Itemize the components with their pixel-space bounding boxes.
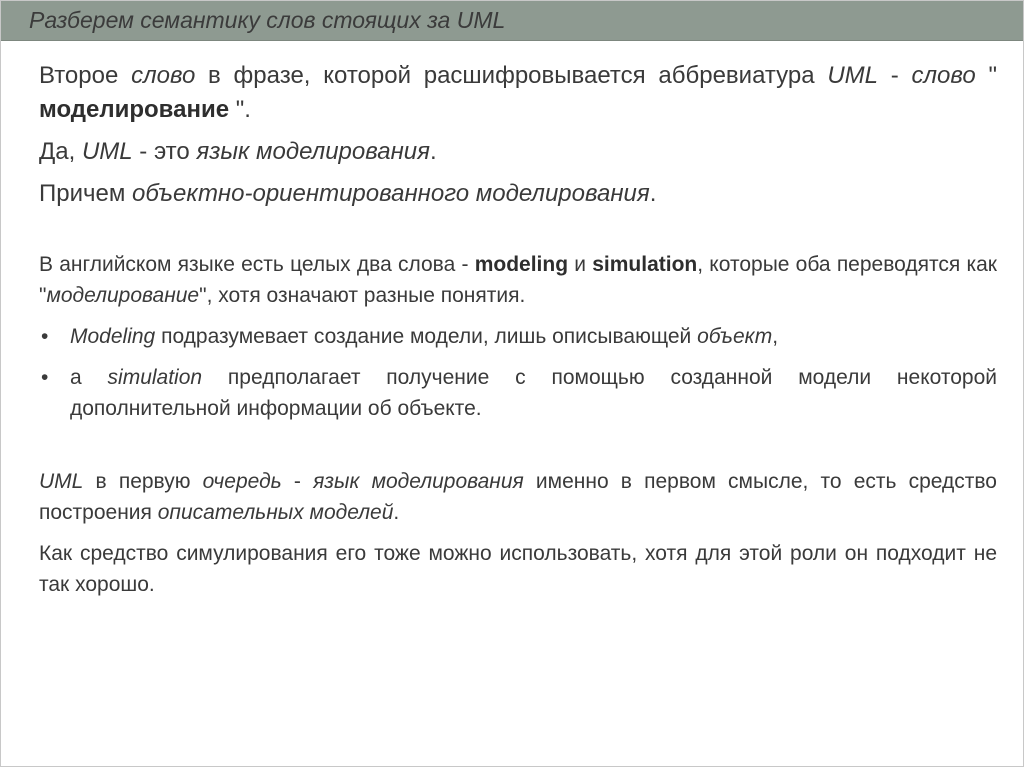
title-bar: [1, 1, 1023, 41]
paragraph-modeling-language: Да, UML - это язык моделирования.: [39, 138, 437, 165]
paragraph-simulation-use: Как средство симулирования его тоже можно использовать, хотя для этой роли он подходит не так хорошо.: [39, 542, 997, 596]
paragraph-english-words: В английском языке есть целых два слова - modeling и simulation, которые оба переводятся как "моделирование", хотя означают разные понятия.: [39, 253, 997, 307]
bullet-modeling: • Modeling подразумевает создание модели, лишь описывающей объект,: [39, 321, 997, 352]
paragraph-second-word: Второе слово в фразе, которой расшифровывается аббревиатура UML - слово " моделирование ".: [39, 62, 998, 123]
bullet-marker: •: [41, 366, 49, 389]
bullet-marker: •: [41, 325, 49, 348]
bullet-simulation: • а simulation предполагает получение с помощью созданной модели некоторой дополнительной информации об объекте.: [39, 362, 997, 424]
paragraph-uml-first-meaning: UML в первую очередь - язык моделирования именно в первом смысле, то есть средство построения описательных моделей.: [39, 470, 997, 524]
slide-title: Разберем семантику слов стоящих за UML: [29, 7, 506, 33]
paragraph-object-oriented: Причем объектно-ориентированного моделирования.: [39, 180, 657, 207]
slide-content: [39, 59, 997, 600]
